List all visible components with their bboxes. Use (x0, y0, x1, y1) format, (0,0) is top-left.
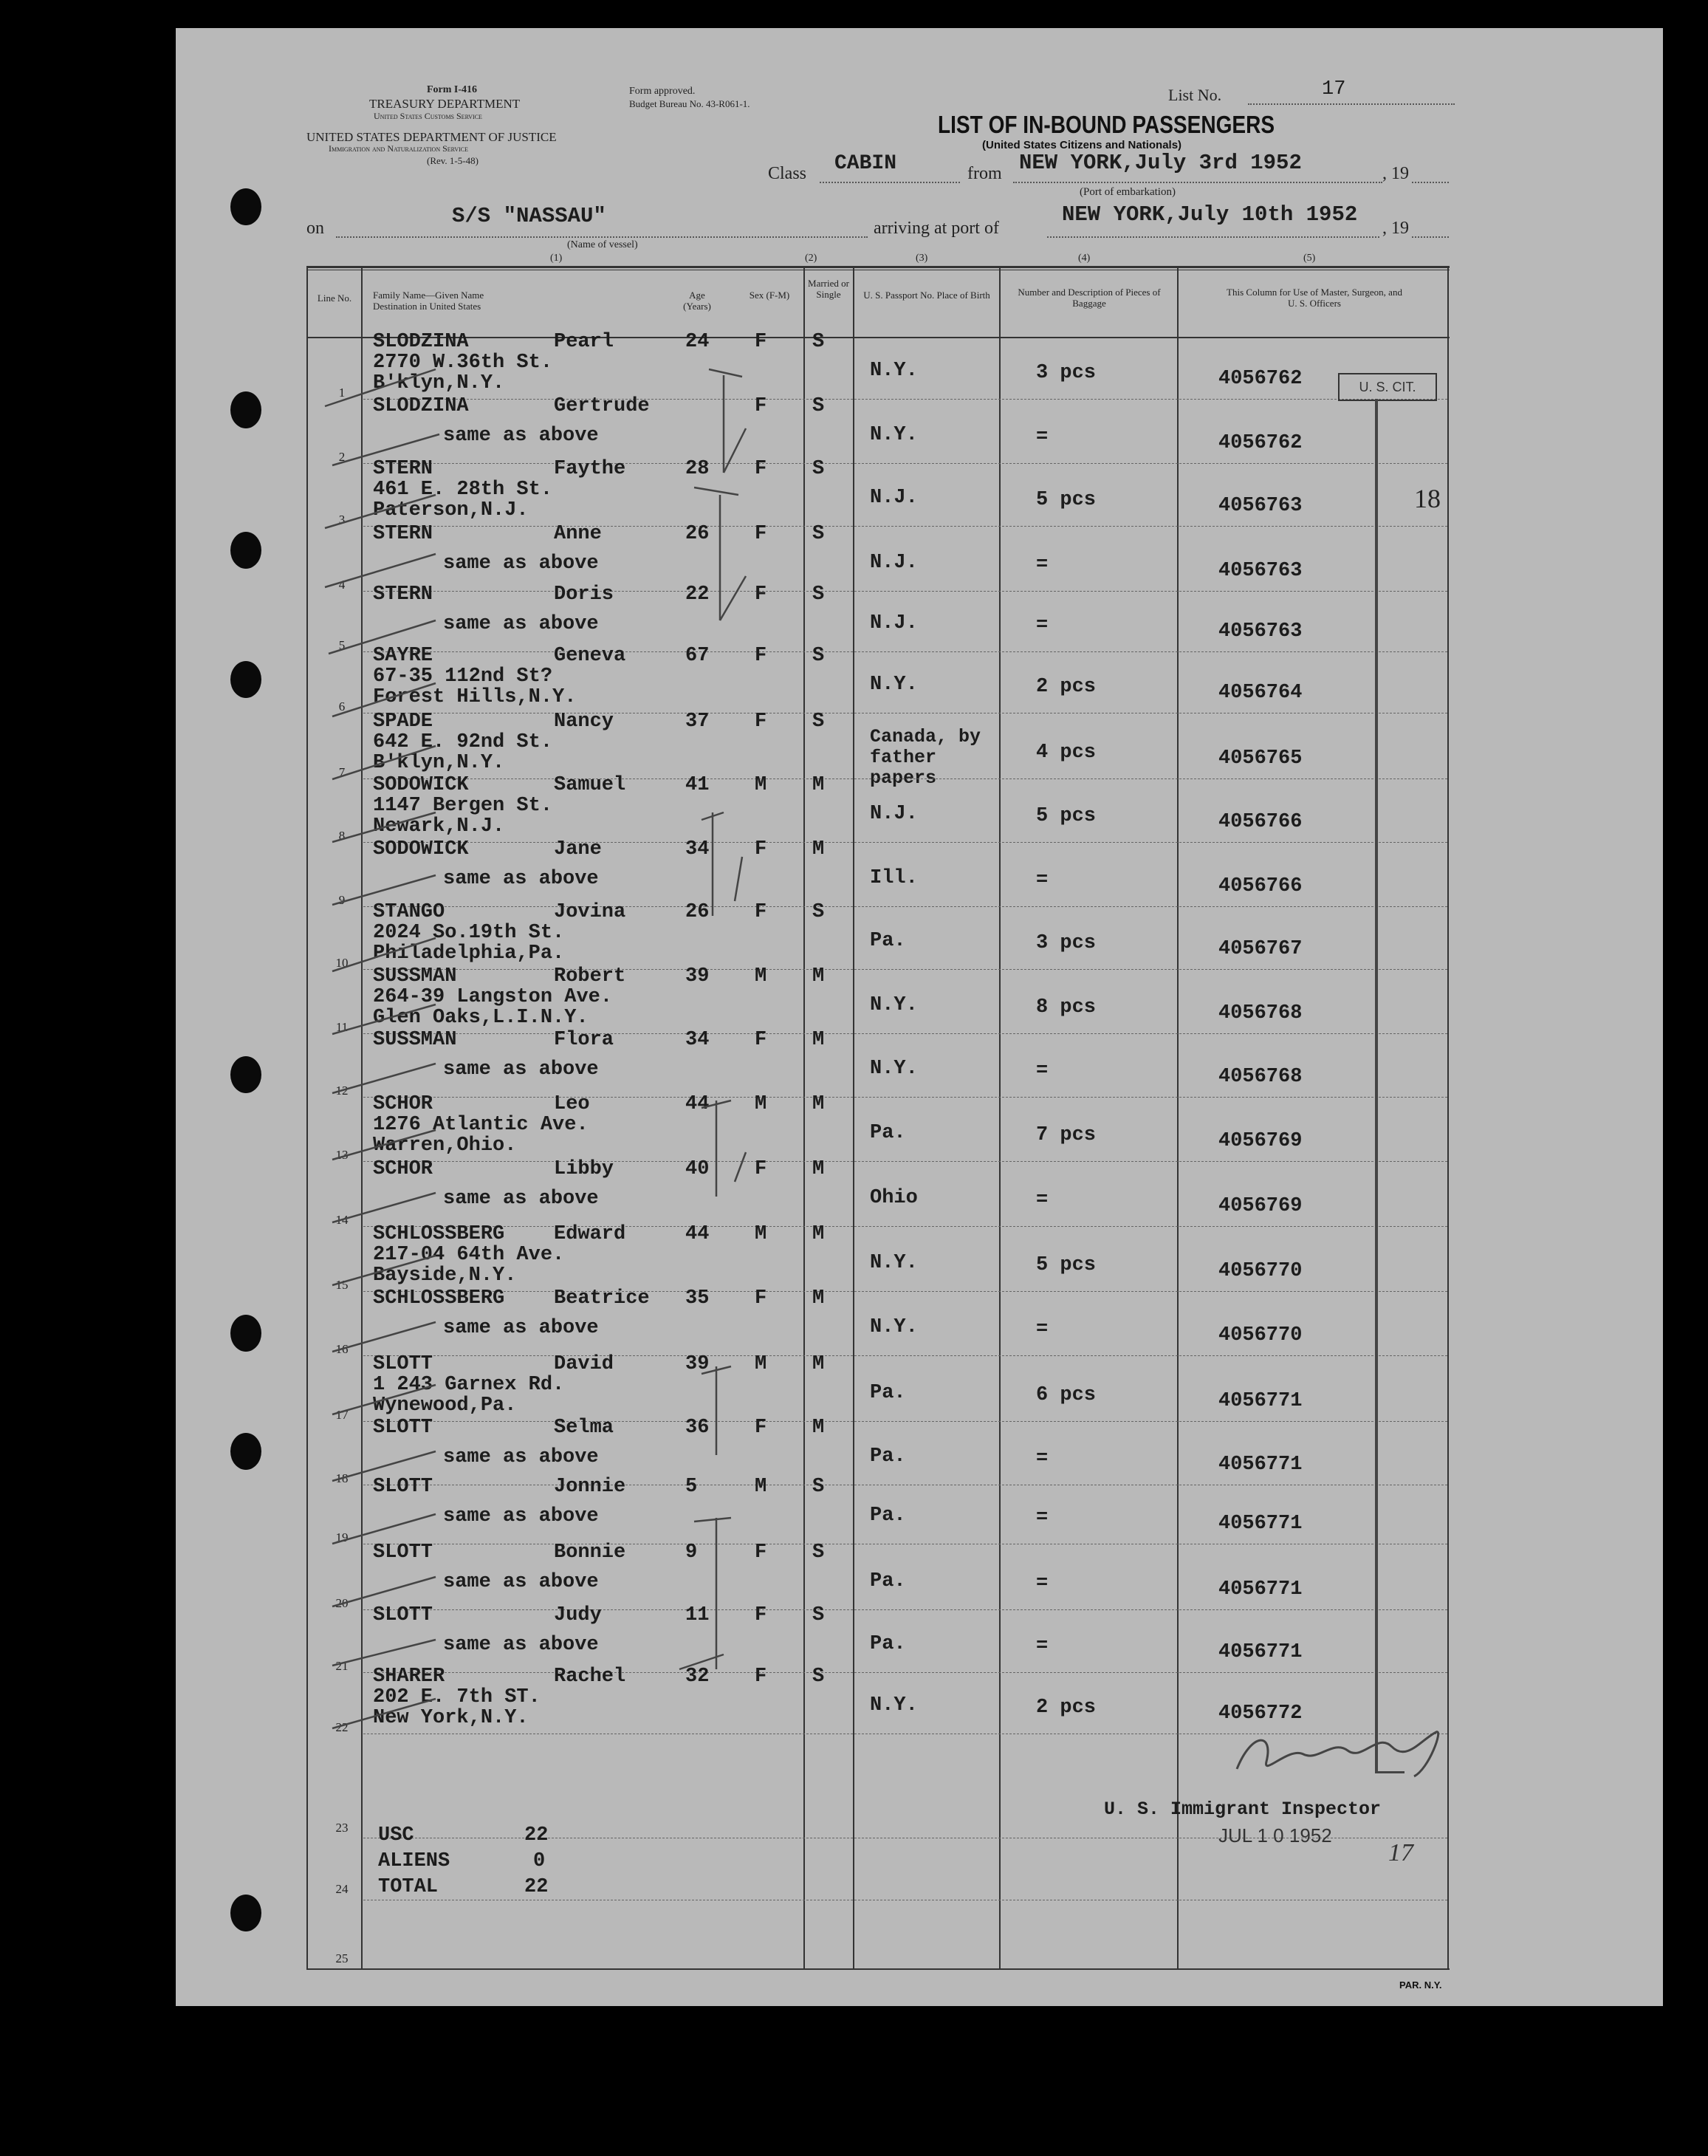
age: 5 (685, 1476, 698, 1498)
sex: F (755, 458, 767, 480)
place-of-birth: Ohio (870, 1187, 918, 1209)
address-line-1: 264-39 Langston Ave. (373, 986, 613, 1008)
age: 39 (685, 1353, 710, 1375)
place-of-birth: Pa. (870, 1633, 906, 1655)
baggage: 4 pcs (1036, 742, 1097, 764)
place-of-birth: Pa. (870, 1122, 906, 1144)
passport-number: 4056769 (1218, 1195, 1303, 1217)
line-number: 21 (335, 1659, 349, 1673)
marital-status: S (812, 1666, 825, 1688)
marital-status: S (812, 523, 825, 545)
family-name: SLOTT (373, 1604, 433, 1626)
baggage: 5 pcs (1036, 489, 1097, 511)
family-name: SCHLOSSBERG (373, 1287, 505, 1310)
given-name: Flora (554, 1029, 614, 1051)
marital-status: S (812, 901, 825, 923)
baggage: = (1036, 869, 1049, 892)
passport-number: 4056771 (1218, 1390, 1303, 1412)
place-of-birth: Ill. (870, 867, 918, 889)
family-name: SCHLOSSBERG (373, 1223, 505, 1245)
printer-mark: PAR. N.Y. (1399, 1979, 1442, 1991)
place-of-birth: N.Y. (870, 1694, 918, 1717)
inspector-signature (1222, 1717, 1466, 1784)
passport-number: 4056767 (1218, 938, 1303, 960)
sex: M (755, 965, 767, 988)
passport-number: 4056771 (1218, 1641, 1303, 1663)
age: 34 (685, 1029, 710, 1051)
place-of-birth: N.J. (870, 552, 918, 574)
col-header-passport: U. S. Passport No. Place of Birth (863, 290, 990, 301)
address-line-1: same as above (443, 552, 599, 575)
document-title: LIST OF IN-BOUND PASSENGERS (938, 111, 1275, 138)
address-line-2: B'klyn,N.Y. (373, 752, 505, 774)
line-number: 25 (335, 1951, 349, 1965)
binder-hole (230, 661, 261, 698)
sex: F (755, 1029, 767, 1051)
class-label: Class (768, 164, 807, 183)
place-of-birth: N.J. (870, 612, 918, 634)
header-bottom-rule (306, 337, 1450, 338)
address-line-1: same as above (443, 868, 599, 890)
passport-number: 4056764 (1218, 682, 1303, 704)
sex: F (755, 711, 767, 733)
line-number: 24 (335, 1882, 349, 1896)
baggage: 3 pcs (1036, 362, 1097, 384)
budget-bureau: Budget Bureau No. 43-R061-1. (629, 98, 750, 109)
family-name: SLODZINA (373, 331, 469, 353)
age: 32 (685, 1666, 710, 1688)
given-name: Nancy (554, 711, 614, 733)
sex: F (755, 1666, 767, 1688)
given-name: Faythe (554, 458, 626, 480)
address-line-1: same as above (443, 1505, 599, 1527)
baggage: = (1036, 1060, 1049, 1082)
port-embark-note: (Port of embarkation) (1080, 186, 1176, 198)
document-subtitle: (United States Citizens and Nationals) (982, 139, 1182, 151)
place-of-birth: Pa. (870, 1570, 906, 1592)
col-header-age: Age (Years) (683, 290, 711, 312)
list-no-value: 17 (1322, 78, 1346, 100)
age: 44 (685, 1093, 710, 1115)
place-of-birth: N.J. (870, 487, 918, 509)
marital-status: M (812, 1029, 825, 1051)
age: 26 (685, 523, 710, 545)
age: 41 (685, 774, 710, 796)
sex: M (755, 1476, 767, 1498)
binder-hole (230, 532, 261, 569)
treasury-dept: TREASURY DEPARTMENT (369, 97, 521, 111)
passport-number: 4056763 (1218, 495, 1303, 517)
baggage: 3 pcs (1036, 932, 1097, 954)
age: 39 (685, 965, 710, 988)
address-line-2: Paterson,N.J. (373, 499, 529, 521)
from-label: from (967, 164, 1002, 183)
total-label-usc: USC (378, 1824, 414, 1847)
given-name: Judy (554, 1604, 602, 1626)
place-of-birth: Pa. (870, 930, 906, 952)
line-number: 7 (338, 765, 346, 779)
marital-status: S (812, 1541, 825, 1564)
family-name: SCHOR (373, 1158, 433, 1180)
col-number-5: (5) (1303, 253, 1316, 264)
place-of-birth: Pa. (870, 1505, 906, 1527)
binder-hole (230, 1315, 261, 1352)
line-number: 6 (338, 699, 346, 713)
revision: (Rev. 1-5-48) (427, 155, 479, 166)
on-label: on (306, 219, 324, 238)
marital-status: S (812, 711, 825, 733)
family-name: SLOTT (373, 1476, 433, 1498)
address-line-1: same as above (443, 613, 599, 635)
address-line-2: Bayside,N.Y. (373, 1264, 517, 1287)
baggage: = (1036, 1572, 1049, 1595)
place-of-birth: N.Y. (870, 1316, 918, 1338)
justice-dept: UNITED STATES DEPARTMENT OF JUSTICE (306, 130, 557, 144)
binder-hole (230, 188, 261, 225)
arriving-value: NEW YORK,July 10th 1952 (1062, 202, 1358, 227)
address-line-2: Newark,N.J. (373, 815, 505, 838)
place-of-birth: Canada, by father papers (870, 726, 981, 789)
address-line-1: 2770 W.36th St. (373, 352, 553, 374)
marital-status: M (812, 774, 825, 796)
passport-number: 4056771 (1218, 1513, 1303, 1535)
family-name: STERN (373, 458, 433, 480)
given-name: Jane (554, 838, 602, 860)
baggage: = (1036, 1318, 1049, 1341)
line-number: 18 (335, 1471, 349, 1485)
sex: M (755, 1223, 767, 1245)
given-name: Robert (554, 965, 626, 988)
given-name: David (554, 1353, 614, 1375)
place-of-birth: N.Y. (870, 360, 918, 382)
given-name: Anne (554, 523, 602, 545)
total-label-aliens: ALIENS (378, 1850, 450, 1872)
address-line-1: same as above (443, 425, 599, 447)
address-line-1: 461 E. 28th St. (373, 479, 553, 501)
line-number: 5 (338, 638, 346, 652)
inspector-title: U. S. Immigrant Inspector (1104, 1799, 1382, 1820)
given-name: Pearl (554, 331, 614, 353)
address-line-2: Philadelphia,Pa. (373, 942, 565, 965)
age: 26 (685, 901, 710, 923)
marital-status: M (812, 1353, 825, 1375)
passport-number: 4056763 (1218, 620, 1303, 643)
age: 24 (685, 331, 710, 353)
binder-hole (230, 1895, 261, 1931)
passport-number: 4056766 (1218, 811, 1303, 833)
col-number-3: (3) (916, 253, 928, 264)
marital-status: S (812, 1604, 825, 1626)
binder-hole (230, 391, 261, 428)
sex: F (755, 1158, 767, 1180)
marital-status: S (812, 458, 825, 480)
total-value-usc: 22 (524, 1824, 549, 1847)
address-line-1: same as above (443, 1446, 599, 1468)
baggage: = (1036, 426, 1049, 448)
table-bottom-rule (306, 1968, 1450, 1970)
vessel-note: (Name of vessel) (567, 239, 638, 250)
address-line-1: 1276 Atlantic Ave. (373, 1114, 589, 1136)
place-of-birth: Pa. (870, 1382, 906, 1404)
passport-number: 4056770 (1218, 1260, 1303, 1282)
sex: M (755, 774, 767, 796)
passport-number: 4056766 (1218, 875, 1303, 897)
line-number: 4 (338, 578, 346, 592)
address-line-1: 1147 Bergen St. (373, 795, 553, 817)
family-name: SODOWICK (373, 838, 469, 860)
age: 67 (685, 645, 710, 667)
line-number: 8 (338, 829, 346, 843)
sex: F (755, 1604, 767, 1626)
baggage: = (1036, 1507, 1049, 1529)
table-top-rule (306, 266, 1450, 268)
address-line-2: New York,N.Y. (373, 1707, 529, 1729)
given-name: Geneva (554, 645, 626, 667)
passport-number: 4056771 (1218, 1454, 1303, 1476)
passport-number: 4056762 (1218, 432, 1303, 454)
line-number: 11 (335, 1020, 349, 1034)
passport-number: 4056762 (1218, 368, 1303, 390)
given-name: Jonnie (554, 1476, 626, 1498)
date-stamp: JUL 1 0 1952 (1218, 1824, 1332, 1847)
sex: F (755, 645, 767, 667)
address-line-1: same as above (443, 1058, 599, 1081)
given-name: Edward (554, 1223, 626, 1245)
handwritten-number: 17 (1388, 1839, 1413, 1866)
given-name: Gertrude (554, 395, 650, 417)
col-header-baggage: Number and Description of Pieces of Baggage (1018, 287, 1161, 309)
baggage: 2 pcs (1036, 1697, 1097, 1719)
family-name: SUSSMAN (373, 965, 457, 988)
marital-status: M (812, 1093, 825, 1115)
passport-number: 4056771 (1218, 1578, 1303, 1601)
given-name: Bonnie (554, 1541, 626, 1564)
customs-service: United States Customs Service (374, 111, 482, 121)
passport-number: 4056768 (1218, 1066, 1303, 1088)
col-number-1: (1) (550, 253, 563, 264)
baggage: 2 pcs (1036, 676, 1097, 698)
age: 44 (685, 1223, 710, 1245)
col-header-name: Family Name—Given Name Destination in United States (373, 290, 484, 312)
place-of-birth: N.Y. (870, 674, 918, 696)
baggage: = (1036, 1635, 1049, 1657)
family-name: SLOTT (373, 1353, 433, 1375)
class-value: CABIN (834, 152, 897, 175)
marital-status: S (812, 1476, 825, 1498)
address-line-1: same as above (443, 1317, 599, 1339)
age: 36 (685, 1417, 710, 1439)
marital-status: S (812, 331, 825, 353)
marital-status: S (812, 395, 825, 417)
line-number: 3 (338, 513, 346, 527)
age: 28 (685, 458, 710, 480)
sex: F (755, 1417, 767, 1439)
line-number: 16 (335, 1342, 349, 1356)
passport-number: 4056769 (1218, 1130, 1303, 1152)
address-line-2: Wynewood,Pa. (373, 1394, 517, 1417)
address-line-1: 67-35 112nd St? (373, 665, 553, 688)
age: 35 (685, 1287, 710, 1310)
sex: F (755, 1541, 767, 1564)
family-name: STERN (373, 584, 433, 606)
family-name: SLODZINA (373, 395, 469, 417)
form-number: Form I-416 (427, 84, 478, 95)
address-line-1: same as above (443, 1188, 599, 1210)
passport-number: 4056768 (1218, 1002, 1303, 1024)
col-header-line: Line No. (317, 292, 352, 304)
family-name: SUSSMAN (373, 1029, 457, 1051)
line-number: 17 (335, 1408, 349, 1422)
baggage: = (1036, 1189, 1049, 1211)
sex: F (755, 584, 767, 606)
place-of-birth: N.Y. (870, 1058, 918, 1080)
col-header-married: Married or Single (808, 278, 849, 300)
table-right-border (1447, 266, 1449, 1968)
place-of-birth: N.J. (870, 803, 918, 825)
table-left-border (306, 266, 308, 1968)
baggage: = (1036, 554, 1049, 576)
baggage: 5 pcs (1036, 1254, 1097, 1276)
line-number: 23 (335, 1821, 349, 1835)
baggage: = (1036, 1448, 1049, 1470)
baggage: = (1036, 615, 1049, 637)
given-name: Beatrice (554, 1287, 650, 1310)
binder-hole (230, 1056, 261, 1093)
address-line-1: same as above (443, 1634, 599, 1656)
list-no-label: List No. (1168, 86, 1222, 104)
family-name: SCHOR (373, 1093, 433, 1115)
sex: F (755, 523, 767, 545)
sex: F (755, 901, 767, 923)
ins-label: Immigration and Naturalization Service (329, 143, 469, 154)
marital-status: M (812, 838, 825, 860)
sex: M (755, 1093, 767, 1115)
sex: F (755, 1287, 767, 1310)
vessel-name: S/S "NASSAU" (452, 204, 606, 228)
arriving-label: arriving at port of (874, 219, 999, 238)
place-of-birth: N.Y. (870, 1252, 918, 1274)
given-name: Leo (554, 1093, 590, 1115)
binder-hole (230, 1433, 261, 1470)
place-of-birth: N.Y. (870, 424, 918, 446)
marital-status: M (812, 1287, 825, 1310)
marital-status: M (812, 1417, 825, 1439)
age: 34 (685, 838, 710, 860)
line-number: 19 (335, 1530, 349, 1544)
baggage: 8 pcs (1036, 996, 1097, 1019)
age: 22 (685, 584, 710, 606)
marital-status: M (812, 1158, 825, 1180)
bracket-line (1375, 399, 1378, 1773)
col-number-4: (4) (1078, 253, 1091, 264)
marital-status: S (812, 645, 825, 667)
place-of-birth: Pa. (870, 1445, 906, 1468)
total-value-total: 22 (524, 1876, 549, 1898)
sex: F (755, 331, 767, 353)
line-number: 20 (335, 1596, 349, 1610)
address-line-2: Forest Hills,N.Y. (373, 686, 577, 708)
col-number-2: (2) (805, 253, 817, 264)
age: 9 (685, 1541, 698, 1564)
col-header-sex: Sex (F-M) (749, 290, 790, 301)
pencil-check-marks (310, 340, 827, 1787)
address-line-1: 1 243 Garnex Rd. (373, 1374, 565, 1396)
line-number: 15 (335, 1278, 349, 1292)
line-number: 2 (338, 450, 346, 464)
age: 40 (685, 1158, 710, 1180)
given-name: Selma (554, 1417, 614, 1439)
col-header-officers: This Column for Use of Master, Surgeon, and U. S. Officers (1227, 287, 1402, 309)
family-name: SODOWICK (373, 774, 469, 796)
line-number: 9 (338, 893, 346, 907)
form-approved: Form approved. (629, 86, 696, 97)
given-name: Rachel (554, 1666, 626, 1688)
given-name: Doris (554, 584, 614, 606)
address-line-2: Glen Oaks,L.I.N.Y. (373, 1007, 589, 1029)
family-name: STANGO (373, 901, 445, 923)
sex: F (755, 395, 767, 417)
family-name: SHARER (373, 1666, 445, 1688)
baggage: 7 pcs (1036, 1124, 1097, 1146)
passport-number: 4056770 (1218, 1324, 1303, 1346)
given-name: Samuel (554, 774, 626, 796)
family-name: SLOTT (373, 1417, 433, 1439)
family-name: SPADE (373, 711, 433, 733)
us-citizen-stamp: U. S. CIT. (1338, 373, 1437, 401)
line-number: 10 (335, 956, 349, 970)
given-name: Jovina (554, 901, 626, 923)
total-label-total: TOTAL (378, 1876, 439, 1898)
baggage: 5 pcs (1036, 805, 1097, 827)
age: 37 (685, 711, 710, 733)
line-number: 1 (338, 386, 346, 400)
address-line-1: 2024 So.19th St. (373, 922, 565, 944)
total-value-aliens: 0 (533, 1850, 546, 1872)
margin-number: 18 (1414, 484, 1441, 513)
passport-number: 4056763 (1218, 560, 1303, 582)
passport-number: 4056765 (1218, 747, 1303, 770)
from-value: NEW YORK,July 3rd 1952 (1019, 151, 1302, 175)
marital-status: S (812, 584, 825, 606)
line-number: 12 (335, 1084, 349, 1098)
year-suffix-1: , 19 (1382, 164, 1409, 183)
family-name: STERN (373, 523, 433, 545)
address-line-1: 217-04 64th Ave. (373, 1244, 565, 1266)
address-line-1: same as above (443, 1571, 599, 1593)
place-of-birth: N.Y. (870, 994, 918, 1016)
given-name: Libby (554, 1158, 614, 1180)
marital-status: M (812, 965, 825, 988)
line-number: 14 (335, 1213, 349, 1227)
sex: F (755, 838, 767, 860)
address-line-2: B'klyn,N.Y. (373, 372, 505, 394)
year-suffix-2: , 19 (1382, 219, 1409, 238)
line-number: 13 (335, 1148, 349, 1162)
passport-number: 4056772 (1218, 1702, 1303, 1725)
line-number: 22 (335, 1720, 349, 1734)
address-line-1: 642 E. 92nd St. (373, 731, 553, 753)
address-line-2: Warren,Ohio. (373, 1135, 517, 1157)
marital-status: M (812, 1223, 825, 1245)
address-line-1: 202 E. 7th ST. (373, 1686, 541, 1708)
family-name: SAYRE (373, 645, 433, 667)
sex: M (755, 1353, 767, 1375)
age: 11 (685, 1604, 710, 1626)
baggage: 6 pcs (1036, 1384, 1097, 1406)
family-name: SLOTT (373, 1541, 433, 1564)
